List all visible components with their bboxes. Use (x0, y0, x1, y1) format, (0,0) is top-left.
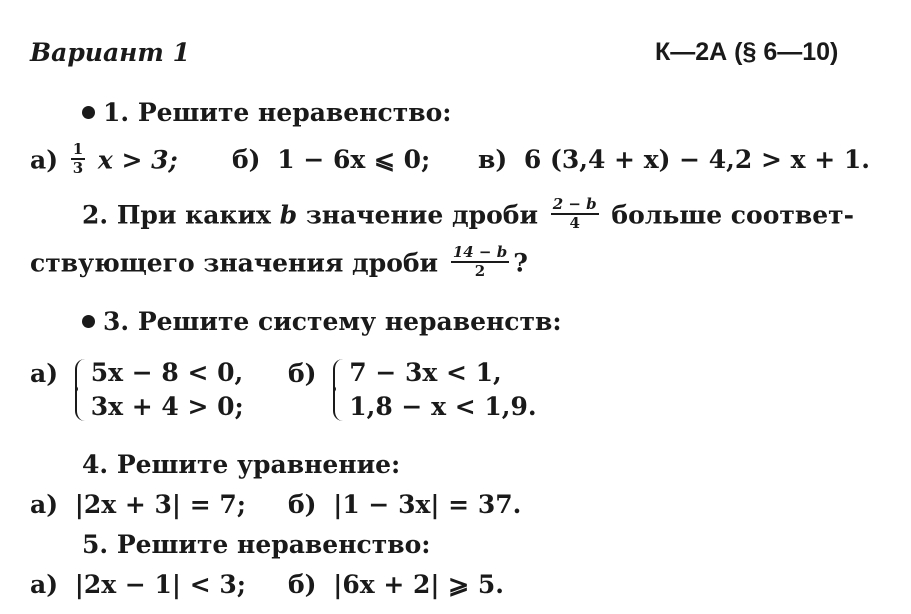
inequality: |2x − 1| < 3; (74, 570, 246, 599)
brace-icon (75, 359, 87, 421)
task5-heading (82, 530, 431, 559)
system-line: 5x − 8 < 0, (90, 358, 244, 387)
task3-number: 3. (103, 307, 130, 336)
test-code: К—2А (§ 6—10) (655, 38, 839, 66)
item-label: б) (288, 490, 317, 519)
task2-text: ствующего значения дроби (30, 248, 439, 278)
inequality: x > 3; (97, 145, 178, 175)
fraction (551, 197, 599, 231)
inequality: |6x + 2| ⩾ 5. (333, 570, 504, 599)
fraction-numerator: 14 − b (452, 243, 508, 261)
fraction-denominator: 3 (72, 159, 84, 177)
system-line: 7 − 3x < 1, (349, 358, 502, 387)
task1-number: 1. (103, 98, 130, 127)
task2-line2 (30, 243, 528, 282)
question-mark: ? (513, 248, 528, 278)
task4-title: Решите уравнение: (116, 450, 401, 479)
item-label: а) (30, 570, 59, 599)
task5-title: Решите неравенство: (116, 530, 431, 559)
task3-title: Решите систему неравенств: (137, 307, 562, 336)
bullet-icon (82, 106, 95, 119)
system-of-inequalities (333, 356, 536, 424)
task1-heading (82, 98, 452, 127)
task3-item-b (288, 356, 537, 424)
item-label: а) (30, 145, 59, 175)
fraction (451, 245, 509, 279)
task4-heading (82, 450, 400, 479)
task2-line1 (82, 195, 855, 234)
task4-number: 4. (82, 450, 109, 479)
fraction-denominator: 2 (474, 262, 486, 280)
equation: |2x + 3| = 7; (74, 490, 246, 519)
task3-heading (82, 307, 562, 336)
system-line: 3x + 4 > 0; (90, 392, 244, 421)
inequality: 6 (3,4 + x) − 4,2 > x + 1. (523, 145, 870, 174)
task3-item-a (30, 356, 244, 424)
task5-item-a (30, 570, 246, 599)
task4-item-a (30, 490, 246, 519)
item-label: б) (288, 359, 317, 388)
task4-item-b (288, 490, 521, 519)
task2-text: значение дроби (305, 200, 538, 230)
variable-b: b (279, 200, 298, 230)
task2-text: При каких (116, 200, 271, 230)
task2-text: больше соответ- (611, 200, 855, 230)
item-label: б) (232, 145, 261, 174)
system-of-inequalities (75, 356, 244, 424)
item-label: а) (30, 490, 59, 519)
inequality: 1 − 6x ⩽ 0; (277, 145, 431, 174)
bullet-icon (82, 315, 95, 328)
fraction (71, 142, 85, 176)
item-label: а) (30, 359, 59, 388)
fraction-numerator: 2 − b (552, 195, 597, 213)
equation: |1 − 3x| = 37. (333, 490, 522, 519)
task5-number: 5. (82, 530, 109, 559)
task1-title: Решите неравенство: (137, 98, 452, 127)
item-label: б) (288, 570, 317, 599)
task5-item-b (288, 570, 504, 599)
task1-item-c (478, 145, 870, 174)
task1-item-b (232, 145, 430, 174)
variant-title: Вариант 1 (30, 38, 190, 67)
task2-number: 2. (82, 200, 109, 230)
fraction-denominator: 4 (569, 214, 580, 232)
task1-item-a (30, 140, 178, 179)
brace-icon (333, 359, 345, 421)
fraction-numerator: 1 (72, 140, 84, 158)
system-line: 1,8 − x < 1,9. (349, 392, 537, 421)
item-label: в) (478, 145, 508, 174)
